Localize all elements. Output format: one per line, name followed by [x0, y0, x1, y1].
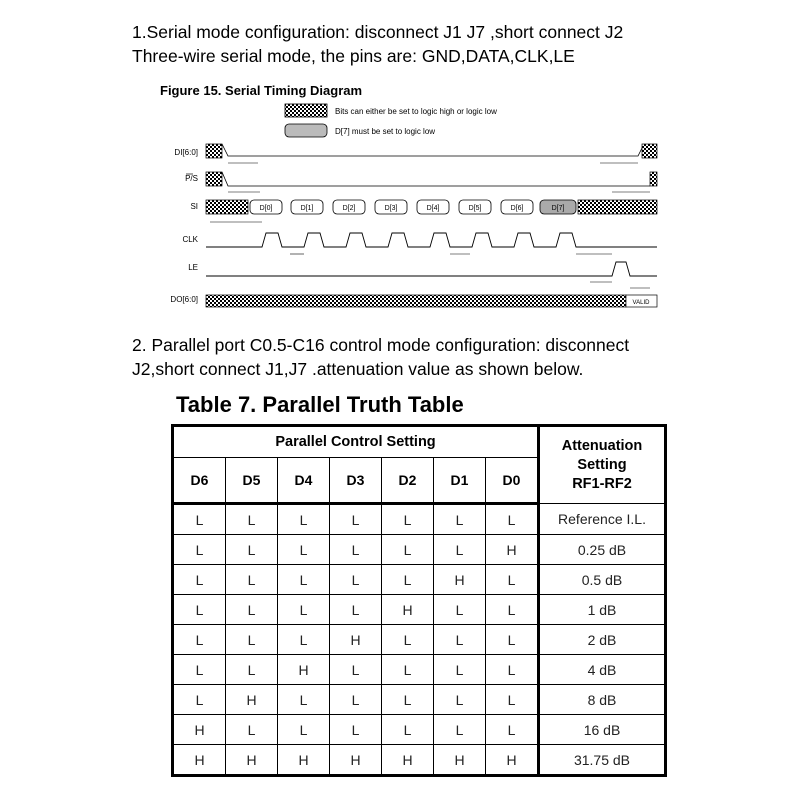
bit-cell: L — [486, 595, 539, 625]
bit-cell: H — [173, 715, 226, 745]
bit-cell: H — [382, 595, 434, 625]
valid-label: VALID — [632, 300, 650, 306]
bit-cell: L — [278, 595, 330, 625]
bit-cell: L — [226, 565, 278, 595]
table-row — [173, 715, 666, 745]
legend-d7-swatch — [285, 124, 327, 137]
bit-cell: L — [382, 655, 434, 685]
bit-cell: L — [486, 565, 539, 595]
column-header: D6 — [173, 458, 226, 504]
figure-title: Figure 15. Serial Timing Diagram — [160, 83, 363, 98]
attenuation-cell: 0.5 dB — [539, 565, 666, 595]
bit-cell: L — [226, 715, 278, 745]
attenuation-header-line: Attenuation — [561, 437, 643, 454]
si-bit-label: D[5] — [468, 205, 482, 212]
bit-cell: L — [173, 565, 226, 595]
table-row — [173, 535, 666, 565]
column-header: D1 — [434, 458, 486, 504]
bit-cell: H — [278, 745, 330, 776]
bit-cell: L — [173, 655, 226, 685]
column-header: D3 — [330, 458, 382, 504]
bit-cell: L — [226, 595, 278, 625]
signal-label-clk: CLK — [182, 235, 198, 244]
bit-cell: L — [434, 715, 486, 745]
parallel-config-line-1: 2. Parallel port C0.5-C16 control mode configuration: disconnect — [132, 335, 630, 355]
bit-cell: L — [382, 565, 434, 595]
attenuation-cell: 16 dB — [539, 715, 666, 745]
parallel-truth-table — [171, 424, 667, 777]
bit-cell: L — [173, 625, 226, 655]
bit-cell: L — [173, 504, 226, 535]
bit-cell: L — [382, 535, 434, 565]
bit-cell: L — [486, 625, 539, 655]
si-bit-label: D[4] — [426, 205, 440, 212]
di-waveform — [206, 144, 657, 158]
attenuation-cell: 2 dB — [539, 625, 666, 655]
bit-cell: H — [173, 745, 226, 776]
attenuation-cell: 1 dB — [539, 595, 666, 625]
bit-cell: H — [382, 745, 434, 776]
bit-cell: H — [278, 655, 330, 685]
table-row — [173, 745, 666, 776]
bit-cell: H — [226, 685, 278, 715]
serial-config-line-2: Three-wire serial mode, the pins are: GND,DATA,CLK,LE — [132, 46, 575, 66]
bit-cell: L — [173, 535, 226, 565]
bit-cell: L — [278, 535, 330, 565]
column-header: D0 — [486, 458, 539, 504]
si-bit-label: D[6] — [510, 205, 524, 212]
bit-cell: L — [330, 715, 382, 745]
bit-cell: L — [382, 715, 434, 745]
do-waveform — [206, 295, 657, 307]
bit-cell: L — [434, 595, 486, 625]
bit-cell: L — [486, 504, 539, 535]
signal-label-ps: P/S — [185, 174, 198, 183]
bit-cell: L — [278, 685, 330, 715]
attenuation-header-line: Setting — [577, 456, 627, 473]
si-bit-label: D[2] — [342, 205, 356, 212]
serial-timing-diagram — [0, 0, 800, 330]
clk-waveform — [206, 233, 657, 247]
bit-cell: L — [434, 625, 486, 655]
serial-config-line-1: 1.Serial mode configuration: disconnect J1 J7 ,short connect J2 — [132, 22, 624, 42]
bit-cell: L — [278, 625, 330, 655]
legend-d7-text: D[7] must be set to logic low — [335, 127, 436, 136]
bit-cell: L — [226, 535, 278, 565]
bit-cell: H — [486, 745, 539, 776]
bit-cell: L — [330, 565, 382, 595]
legend-checker-swatch — [285, 104, 327, 117]
bit-cell: L — [486, 655, 539, 685]
column-header: D5 — [226, 458, 278, 504]
signal-label-do: DO[6:0] — [170, 295, 198, 304]
legend-either-text: Bits can either be set to logic high or logic low — [335, 107, 497, 116]
table-title: Table 7. Parallel Truth Table — [176, 392, 464, 417]
column-header: D2 — [382, 458, 434, 504]
bit-cell: L — [226, 655, 278, 685]
si-bit-label: D[0] — [259, 205, 273, 212]
attenuation-cell: Reference I.L. — [539, 504, 666, 535]
bit-cell: H — [330, 745, 382, 776]
bit-cell: L — [278, 504, 330, 535]
si-bit-label: D[1] — [300, 205, 314, 212]
table-row — [173, 595, 666, 625]
table-row — [173, 565, 666, 595]
column-header: D4 — [278, 458, 330, 504]
si-bit-label: D[7] — [551, 205, 565, 212]
bit-cell: H — [434, 745, 486, 776]
bit-cell: L — [382, 685, 434, 715]
signal-label-le: LE — [188, 263, 198, 272]
attenuation-cell: 31.75 dB — [539, 745, 666, 776]
ps-waveform — [206, 172, 657, 186]
group-header: Parallel Control Setting — [173, 426, 539, 458]
attenuation-header-line: RF1-RF2 — [572, 475, 632, 492]
signal-label-si: SI — [190, 202, 198, 211]
bit-cell: L — [278, 565, 330, 595]
table-row — [173, 625, 666, 655]
bit-cell: H — [434, 565, 486, 595]
signal-label-di: DI[6:0] — [174, 148, 198, 157]
bit-cell: H — [330, 625, 382, 655]
bit-cell: L — [173, 685, 226, 715]
bit-cell: L — [226, 504, 278, 535]
bit-cell: L — [330, 655, 382, 685]
table-row — [173, 504, 666, 535]
bit-cell: H — [486, 535, 539, 565]
attenuation-cell: 4 dB — [539, 655, 666, 685]
bit-cell: L — [330, 504, 382, 535]
bit-cell: L — [278, 715, 330, 745]
bit-cell: L — [330, 685, 382, 715]
bit-cell: L — [434, 655, 486, 685]
table-row — [173, 685, 666, 715]
attenuation-cell: 0.25 dB — [539, 535, 666, 565]
bit-cell: L — [382, 625, 434, 655]
bit-cell: H — [226, 745, 278, 776]
bit-cell: L — [382, 504, 434, 535]
bit-cell: L — [434, 504, 486, 535]
si-bit-label: D[3] — [384, 205, 398, 212]
parallel-config-line-2: J2,short connect J1,J7 .attenuation value as shown below. — [132, 359, 584, 379]
bit-cell: L — [486, 715, 539, 745]
bit-cell: L — [434, 685, 486, 715]
bit-cell: L — [330, 595, 382, 625]
timing-markers — [210, 163, 650, 288]
bit-cell: L — [486, 685, 539, 715]
bit-cell: L — [226, 625, 278, 655]
table-row — [173, 655, 666, 685]
le-waveform — [206, 262, 657, 276]
attenuation-cell: 8 dB — [539, 685, 666, 715]
bit-cell: L — [434, 535, 486, 565]
bit-cell: L — [173, 595, 226, 625]
bit-cell: L — [330, 535, 382, 565]
attenuation-header — [539, 426, 666, 504]
